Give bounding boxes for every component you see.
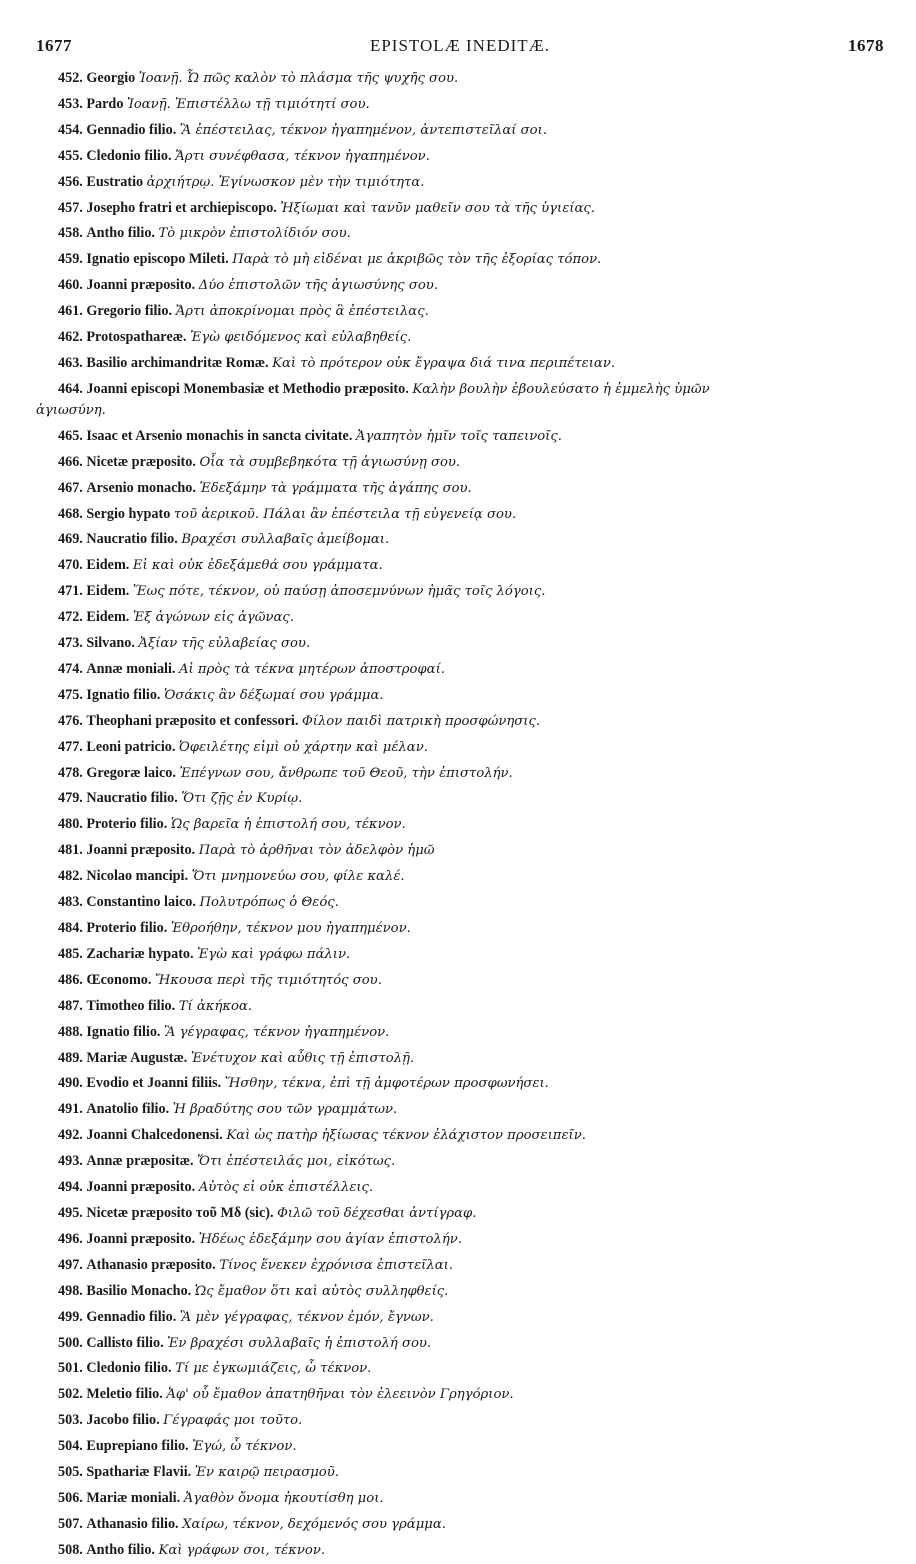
entry-recipient: Annæ præpositæ.: [86, 1153, 194, 1170]
page-number-right: 1678: [848, 36, 884, 55]
entry-number: 452.: [58, 70, 83, 86]
entry-recipient: Basilio Monacho.: [86, 1282, 192, 1299]
letter-entry: [36, 994, 884, 1020]
entry-recipient: Timotheo filio.: [86, 997, 176, 1014]
entry-recipient: Isaac et Arsenio monachis in sancta civitate.: [86, 427, 353, 444]
entry-recipient: Josepho fratri et archiepiscopo.: [86, 199, 277, 216]
entry-number: 476.: [58, 712, 83, 729]
entry-recipient: Cledonio filio.: [86, 1360, 172, 1377]
letter-entry: [36, 144, 884, 170]
letter-entry: [36, 66, 884, 92]
letter-entry: [36, 1408, 884, 1434]
running-head: [36, 36, 884, 58]
letter-entry: [36, 1175, 884, 1201]
letter-entry: [36, 1305, 884, 1331]
entry-recipient: Evodio et Joanni filiis.: [86, 1075, 222, 1092]
entry-recipient: Ignatio filio.: [86, 686, 161, 703]
letter-entry: [36, 579, 884, 605]
entry-recipient: Euprepiano filio.: [86, 1438, 189, 1455]
entry-recipient: Cledonio filio.: [86, 147, 172, 164]
entry-number: 486.: [58, 971, 83, 988]
letter-entry: [36, 1434, 884, 1460]
entry-recipient: Nicetæ præposito τοῦ Μδ (sic).: [86, 1204, 274, 1221]
entry-number: 489.: [58, 1049, 83, 1066]
entry-incipit: Δύο ἐπιστολῶν τῆς ἁγιωσύνης σου.: [198, 278, 439, 294]
entry-number: 483.: [58, 894, 83, 911]
entry-recipient: Constantino laico.: [86, 894, 196, 911]
entry-number: 484.: [58, 920, 83, 936]
entry-incipit: Ἐν βραχέσι συλλαβαῖς ἡ ἐπιστολή σου.: [167, 1335, 432, 1351]
entry-number: 458.: [58, 225, 83, 242]
entry-incipit: Ὅτι ἐπέστειλάς μοι, εἰκότως.: [197, 1154, 396, 1170]
entry-number: 460.: [58, 277, 83, 294]
page-title: EPISTOLÆ INEDITÆ.: [369, 36, 551, 55]
entry-incipit: Παρὰ τὸ μὴ εἰδέναι με ἀκριβῶς τὸν τῆς ἐξορίας τόπον.: [232, 252, 602, 268]
letter-entry: [36, 325, 884, 351]
entry-number: 466.: [58, 453, 83, 470]
entry-number: 465.: [58, 427, 83, 444]
entry-incipit: Ἤκουσα περὶ τῆς τιμιότητός σου.: [154, 972, 382, 988]
entry-recipient: Gennadio filio.: [86, 1308, 177, 1325]
entry-incipit: τοῦ ἀερικοῦ. Πάλαι ἂν ἐπέστειλα τῇ εὐγενείᾳ σου.: [173, 506, 517, 522]
entry-recipient: Antho filio.: [86, 225, 155, 242]
entry-incipit: Ἥσθην, τέκνα, ἐπὶ τῇ ἀμφοτέρων προσφωνήσει.: [224, 1076, 549, 1092]
letter-entry: [36, 735, 884, 761]
letter-entry: [36, 1279, 884, 1305]
entry-number: 499.: [58, 1308, 83, 1325]
entry-incipit: Γέγραφάς μοι τοῦτο.: [163, 1413, 303, 1429]
entry-incipit: Ἐγὼ καὶ γράφω πάλιν.: [197, 946, 351, 962]
entry-incipit: Ὡς ἔμαθον ὅτι καὶ αὐτὸς συλληφθείς.: [194, 1283, 449, 1299]
entry-incipit: Ἀξίαν τῆς εὐλαβείας σου.: [138, 636, 311, 652]
letter-entry: [36, 377, 884, 421]
letter-entry: [36, 170, 884, 196]
entry-recipient: Proterio filio.: [86, 920, 168, 936]
entry-number: 497.: [58, 1256, 83, 1273]
entry-number: 472.: [58, 609, 83, 626]
entry-recipient: Antho filio.: [86, 1541, 155, 1558]
entry-incipit: Ἡδέως ἐδεξάμην σου ἁγίαν ἐπιστολήν.: [198, 1231, 462, 1247]
entry-incipit: Ἐπέγνων σου, ἄνθρωπε τοῦ Θεοῦ, τὴν ἐπιστολήν.: [179, 765, 513, 781]
letter-entry: [36, 299, 884, 325]
entry-recipient: Mariæ Augustæ.: [86, 1049, 188, 1066]
letter-entry: [36, 1512, 884, 1538]
entry-incipit: Καὶ γράφων σοι, τέκνον.: [158, 1542, 326, 1558]
letter-entry: [36, 118, 884, 144]
letter-entry: [36, 196, 884, 222]
entry-recipient: Eidem.: [86, 557, 130, 574]
entry-incipit: Καλὴν βουλὴν ἐβουλεύσατο ἡ ἐμμελὴς ὑμῶν: [412, 381, 710, 397]
letter-entry: [36, 838, 884, 864]
entry-incipit: Ἄρτι ἀποκρίνομαι πρὸς ἃ ἐπέστειλας.: [175, 304, 429, 320]
entry-number: 457.: [58, 199, 83, 216]
entry-incipit: Οἷα τὰ συμβεβηκότα τῇ ἁγιωσύνῃ σου.: [199, 454, 461, 470]
letter-entry: [36, 1356, 884, 1382]
entry-recipient: Joanni præposito.: [86, 1230, 196, 1247]
entry-incipit: Παρὰ τὸ ἀρθῆναι τὸν ἀδελφὸν ἡμῶ: [198, 843, 435, 859]
entry-number: 502.: [58, 1386, 83, 1403]
entry-number: 468.: [58, 505, 83, 522]
entry-number: 480.: [58, 816, 83, 833]
entry-recipient: Anatolio filio.: [86, 1101, 170, 1118]
entry-number: 473.: [58, 635, 83, 652]
entry-recipient: Gregoræ laico.: [86, 764, 176, 781]
entry-recipient: Basilio archimandritæ Romæ.: [86, 354, 269, 371]
letter-entry: [36, 1149, 884, 1175]
entry-incipit: Ἃ γέγραφας, τέκνον ἠγαπημένον.: [164, 1024, 390, 1040]
entry-recipient: Spathariæ Flavii.: [86, 1464, 192, 1481]
entry-recipient: Protospatharеæ.: [86, 329, 187, 346]
entry-incipit-continuation: ἁγιωσύνη.: [36, 402, 106, 418]
entry-recipient: Theophani præposito et confessori.: [86, 712, 299, 729]
entry-incipit: Ἐθροήθην, τέκνον μου ἠγαπημένον.: [170, 921, 411, 936]
entry-incipit: Τί με ἐγκωμιάζεις, ὦ τέκνον.: [175, 1361, 372, 1377]
entry-number: 462.: [58, 329, 83, 346]
entry-recipient: Eidem.: [86, 609, 130, 626]
entry-incipit: Τίνος ἕνεκεν ἐχρόνισα ἐπιστεῖλαι.: [219, 1257, 453, 1273]
entry-number: 505.: [58, 1464, 83, 1481]
entry-recipient: Silvano.: [86, 635, 135, 652]
letter-entry: [36, 527, 884, 553]
entry-number: 506.: [58, 1489, 83, 1506]
entry-number: 456.: [58, 173, 83, 190]
entry-number: 454.: [58, 121, 83, 138]
entry-incipit: Ὁσάκις ἂν δέξωμαί σου γράμμα.: [164, 687, 384, 703]
entry-recipient: Athanasio filio.: [86, 1515, 179, 1532]
letter-entry: [36, 890, 884, 916]
letter-entry: [36, 1538, 884, 1564]
letter-entry: [36, 1097, 884, 1123]
entry-number: 498.: [58, 1282, 83, 1299]
letter-entry: [36, 450, 884, 476]
entry-incipit: Ἐδεξάμην τὰ γράμματα τῆς ἀγάπης σου.: [199, 480, 472, 496]
entry-recipient: Callisto filio.: [86, 1334, 164, 1351]
letter-entry: [36, 1460, 884, 1486]
entry-number: 453.: [58, 95, 83, 112]
entry-recipient: Proterio filio.: [86, 816, 168, 833]
entry-number: 455.: [58, 147, 83, 164]
entry-incipit: Ὅτι μνημονεύω σου, φίλε καλέ.: [191, 869, 405, 885]
letter-entry: [36, 761, 884, 787]
letter-entry: [36, 864, 884, 890]
entry-incipit: Φίλον παιδὶ πατρικὴ προσφώνησις.: [301, 713, 541, 729]
entry-number: 485.: [58, 945, 83, 962]
entry-incipit: Καὶ ὡς πατὴρ ἠξίωσας τέκνον ἐλάχιστον προσειπεῖν.: [226, 1128, 586, 1144]
entry-incipit: Ἀγαπητὸν ἡμῖν τοῖς ταπεινοῖς.: [355, 428, 562, 444]
letter-entry: [36, 553, 884, 579]
entry-incipit: Ὡς βαρεῖα ἡ ἐπιστολή σου, τέκνον.: [170, 817, 406, 833]
entry-recipient: Joanni præposito.: [86, 277, 196, 294]
letter-entry: [36, 1331, 884, 1357]
entry-incipit: Τί ἀκήκοα.: [178, 998, 253, 1014]
entry-number: 474.: [58, 660, 83, 677]
entry-recipient: Mariæ moniali.: [86, 1489, 181, 1506]
letter-entry: [36, 1486, 884, 1512]
entry-number: 479.: [58, 790, 83, 807]
letter-entry: [36, 1020, 884, 1046]
entry-recipient: Œconomo.: [86, 971, 152, 988]
entry-number: 507.: [58, 1515, 83, 1532]
letter-entry: [36, 92, 884, 118]
entry-recipient: Joanni præposito.: [86, 842, 196, 859]
entry-incipit: Ἀφ' οὗ ἔμαθον ἀπατηθῆναι τὸν ἐλεεινὸν Γρηγόριον.: [166, 1387, 514, 1403]
entry-number: 488.: [58, 1023, 83, 1040]
entry-number: 470.: [58, 557, 83, 574]
entry-incipit: Βραχέσι συλλαβαῖς ἀμείβομαι.: [181, 532, 390, 548]
entry-recipient: Joanni præposito.: [86, 1179, 196, 1196]
entry-incipit: Ἀγαθὸν ὄνομα ἠκουτίσθη μοι.: [183, 1490, 384, 1506]
entry-incipit: Ἐγώ, ὦ τέκνον.: [192, 1439, 297, 1455]
entry-number: 500.: [58, 1334, 83, 1351]
entry-recipient: Meletio filio.: [86, 1386, 163, 1403]
letter-entry: [36, 424, 884, 450]
entry-recipient: Ignatio episcopo Mileti.: [86, 251, 229, 268]
entry-recipient: Nicetæ præposito.: [86, 453, 196, 470]
letter-entry: [36, 942, 884, 968]
entry-recipient: Joanni Chalcedonensi.: [86, 1127, 223, 1144]
entry-incipit: Ἃ μὲν γέγραφας, τέκνον ἐμόν, ἔγνων.: [179, 1309, 434, 1325]
entry-number: 493.: [58, 1153, 83, 1170]
entry-number: 478.: [58, 764, 83, 781]
entry-incipit: Ἰοανῇ. Ὦ πῶς καλὸν τὸ πλάσμα τῆς ψυχῆς σου.: [138, 71, 459, 86]
entry-recipient: Naucratio filio.: [86, 790, 178, 807]
entry-incipit: Ἐν καιρῷ πειρασμοῦ.: [194, 1465, 339, 1481]
entry-incipit: ἀρχιήτρῳ. Ἐγίνωσκον μὲν τὴν τιμιότητα.: [146, 174, 425, 190]
entry-number: 477.: [58, 738, 83, 755]
entry-incipit: Αὐτὸς εἰ οὐκ ἐπιστέλλεις.: [198, 1180, 374, 1196]
entry-recipient: Naucratio filio.: [86, 531, 178, 548]
entry-recipient: Zachariæ hypato.: [86, 945, 194, 962]
entry-incipit: Τὸ μικρὸν ἐπιστολίδιόν σου.: [158, 226, 351, 242]
entry-number: 501.: [58, 1360, 83, 1377]
entry-incipit: Ὅτι ζῇς ἐν Κυρίῳ.: [181, 791, 303, 807]
letter-entry: [36, 916, 884, 942]
entry-recipient: Gregorio filio.: [86, 303, 173, 320]
entry-number: 464.: [58, 380, 83, 397]
entry-incipit: Ὀφειλέτης εἰμὶ οὐ χάρτην καὶ μέλαν.: [178, 739, 428, 755]
entry-number: 495.: [58, 1204, 83, 1221]
entry-number: 463.: [58, 354, 83, 371]
entry-number: 481.: [58, 842, 83, 859]
letter-list: [36, 66, 884, 1564]
entry-number: 504.: [58, 1438, 83, 1455]
entry-incipit: Εἰ καὶ οὐκ ἐδεξάμεθά σου γράμματα.: [132, 558, 383, 574]
letter-entry: [36, 631, 884, 657]
entry-number: 492.: [58, 1127, 83, 1144]
letter-entry: [36, 221, 884, 247]
entry-number: 467.: [58, 479, 83, 496]
entry-incipit: Πολυτρόπως ὁ Θεός.: [199, 895, 339, 911]
letter-entry: [36, 1123, 884, 1149]
letter-entry: [36, 812, 884, 838]
entry-number: 508.: [58, 1541, 83, 1558]
letter-entry: [36, 1227, 884, 1253]
entry-number: 487.: [58, 997, 83, 1014]
letter-entry: [36, 1382, 884, 1408]
entry-recipient: Leoni patricio.: [86, 738, 176, 755]
entry-incipit: Ἡ βραδύτης σου τῶν γραμμάτων.: [172, 1102, 398, 1118]
entry-recipient: Sergio hypato: [86, 505, 171, 522]
entry-number: 496.: [58, 1230, 83, 1247]
letter-entry: [36, 351, 884, 377]
entry-incipit: Ἄρτι συνέφθασα, τέκνον ἠγαπημένον.: [175, 148, 430, 164]
entry-recipient: Georgio: [86, 70, 136, 86]
entry-number: 475.: [58, 686, 83, 703]
letter-entry: [36, 605, 884, 631]
entry-recipient: Jacobo filio.: [86, 1412, 160, 1429]
entry-number: 482.: [58, 868, 83, 885]
entry-incipit: Ἕως πότε, τέκνον, οὐ παύσῃ ἀποσεμνύνων ἡμᾶς τοῖς λόγοις.: [132, 584, 546, 600]
entry-recipient: Annæ moniali.: [86, 660, 176, 677]
letter-entry: [36, 273, 884, 299]
letter-entry: [36, 657, 884, 683]
entry-incipit: Ἃ ἐπέστειλας, τέκνον ἠγαπημένον, ἀντεπιστεῖλαί σοι.: [179, 122, 547, 138]
entry-recipient: Ignatio filio.: [86, 1023, 161, 1040]
letter-entry: [36, 247, 884, 273]
entry-number: 490.: [58, 1075, 83, 1092]
entry-incipit: Ἰοανῇ. Ἐπιστέλλω τῇ τιμιότητί σου.: [126, 96, 370, 112]
entry-incipit: Καὶ τὸ πρότερον οὐκ ἔγραψα διά τινα περιπέτειαν.: [272, 355, 616, 371]
letter-entry: [36, 1071, 884, 1097]
letter-entry: [36, 1046, 884, 1072]
entry-number: 459.: [58, 251, 83, 268]
entry-number: 471.: [58, 583, 83, 600]
page-number-left: 1677: [36, 36, 72, 55]
letter-entry: [36, 476, 884, 502]
entry-incipit: Φιλῶ τοῦ δέχεσθαι ἀντίγραφ.: [277, 1205, 477, 1221]
letter-entry: [36, 1253, 884, 1279]
entry-incipit: Ἠξίωμαι καὶ τανῦν μαθεῖν σου τὰ τῆς ὑγιείας.: [280, 200, 595, 216]
entry-incipit: Χαίρω, τέκνον, δεχόμενός σου γράμμα.: [182, 1516, 446, 1532]
entry-recipient: Eidem.: [86, 583, 130, 600]
entry-number: 469.: [58, 531, 83, 548]
entry-incipit: Ἐγὼ φειδόμενος καὶ εὐλαβηθείς.: [190, 330, 412, 346]
entry-recipient: Arsenio monacho.: [86, 479, 196, 496]
entry-incipit: Ἐξ ἀγώνων εἰς ἀγῶνας.: [132, 610, 294, 626]
entry-recipient: Nicolao mancipi.: [86, 868, 189, 885]
entry-recipient: Eustratio: [86, 173, 144, 190]
entry-number: 491.: [58, 1101, 83, 1118]
entry-recipient: Pardo: [86, 95, 124, 112]
entry-recipient: Gennadio filio.: [86, 121, 177, 138]
entry-recipient: Athanasio præposito.: [86, 1256, 216, 1273]
entry-number: 503.: [58, 1412, 83, 1429]
letter-entry: [36, 709, 884, 735]
entry-incipit: Αἱ πρὸς τὰ τέκνα μητέρων ἀποστροφαί.: [179, 661, 445, 677]
letter-entry: [36, 786, 884, 812]
entry-number: 461.: [58, 303, 83, 320]
entry-incipit: Ἐνέτυχον καὶ αὖθις τῇ ἐπιστολῇ.: [190, 1050, 415, 1066]
entry-number: 494.: [58, 1179, 83, 1196]
letter-entry: [36, 968, 884, 994]
letter-entry: [36, 683, 884, 709]
entry-recipient: Joanni episcopi Monembasiæ et Methodio præposito.: [86, 380, 409, 397]
letter-entry: [36, 1201, 884, 1227]
letter-entry: [36, 502, 884, 528]
